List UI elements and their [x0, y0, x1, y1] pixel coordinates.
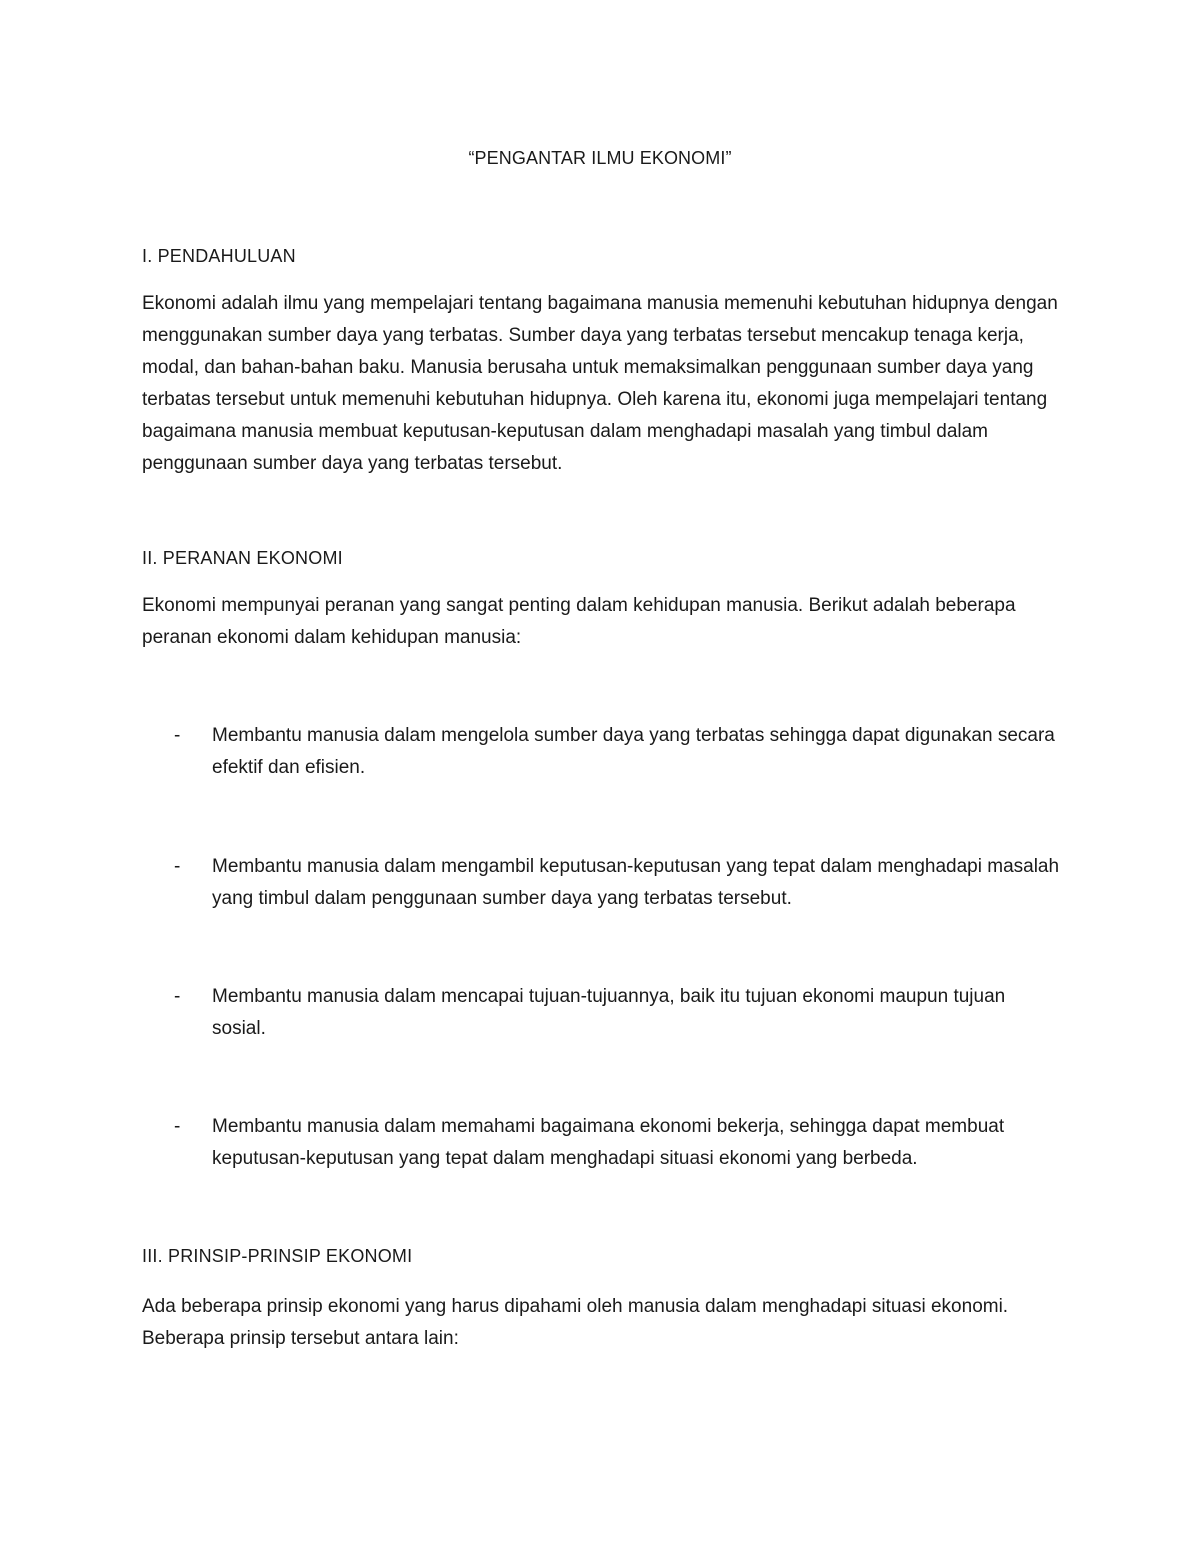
- list-item-text: Membantu manusia dalam mengambil keputusan-keputusan yang tepat dalam menghadapi masalah yang timbul dalam penggunaan sumber daya yang terbatas tersebut.: [212, 856, 1060, 909]
- bullet-dash: -: [174, 986, 181, 1007]
- list-item-text: Membantu manusia dalam mencapai tujuan-tujuannya, baik itu tujuan ekonomi maupun tujuan sosial.: [212, 986, 1006, 1039]
- list-item-text: Membantu manusia dalam memahami bagaimana ekonomi bekerja, sehingga dapat membuat keputusan-keputusan yang tepat dalam menghadapi situasi ekonomi yang berbeda.: [212, 1116, 1005, 1169]
- bullet-dash: -: [174, 1116, 181, 1137]
- bullet-dash: -: [174, 856, 181, 877]
- list-item: [174, 851, 1064, 915]
- list-item: [174, 1111, 1064, 1175]
- section-heading-peranan-ekonomi: II. PERANAN EKONOMI: [142, 548, 343, 568]
- bullet-dash: -: [174, 725, 181, 746]
- section-heading-pendahuluan: I. PENDAHULUAN: [142, 246, 296, 266]
- list-item: [174, 720, 1064, 784]
- section-paragraph-prinsip-ekonomi: Ada beberapa prinsip ekonomi yang harus dipahami oleh manusia dalam menghadapi situasi ekonomi. Beberapa prinsip tersebut antara lain:: [142, 1296, 1009, 1349]
- section-paragraph-pendahuluan: Ekonomi adalah ilmu yang mempelajari tentang bagaimana manusia memenuhi kebutuhan hidupnya dengan menggunakan sumber daya yang terbatas. Sumber daya yang terbatas tersebut mencakup tenaga kerja, modal, dan bahan-bahan baku. Manusia berusaha untuk memaksimalkan penggunaan sumber daya yang terbatas tersebut untuk memenuhi kebutuhan hidupnya. Oleh karena itu, ekonomi juga mempelajari tentang bagaimana manusia membuat keputusan-keputusan dalam menghadapi masalah yang timbul dalam penggunaan sumber daya yang terbatas tersebut.: [142, 293, 1058, 474]
- document-title: “PENGANTAR ILMU EKONOMI”: [468, 148, 732, 168]
- section-heading-prinsip-ekonomi: III. PRINSIP-PRINSIP EKONOMI: [142, 1246, 413, 1266]
- list-item: [174, 981, 1064, 1045]
- list-item-text: Membantu manusia dalam mengelola sumber daya yang terbatas sehingga dapat digunakan secara efektif dan efisien.: [212, 725, 1055, 778]
- section-paragraph-peranan-ekonomi: Ekonomi mempunyai peranan yang sangat penting dalam kehidupan manusia. Berikut adalah beberapa peranan ekonomi dalam kehidupan manusia:: [142, 595, 1016, 648]
